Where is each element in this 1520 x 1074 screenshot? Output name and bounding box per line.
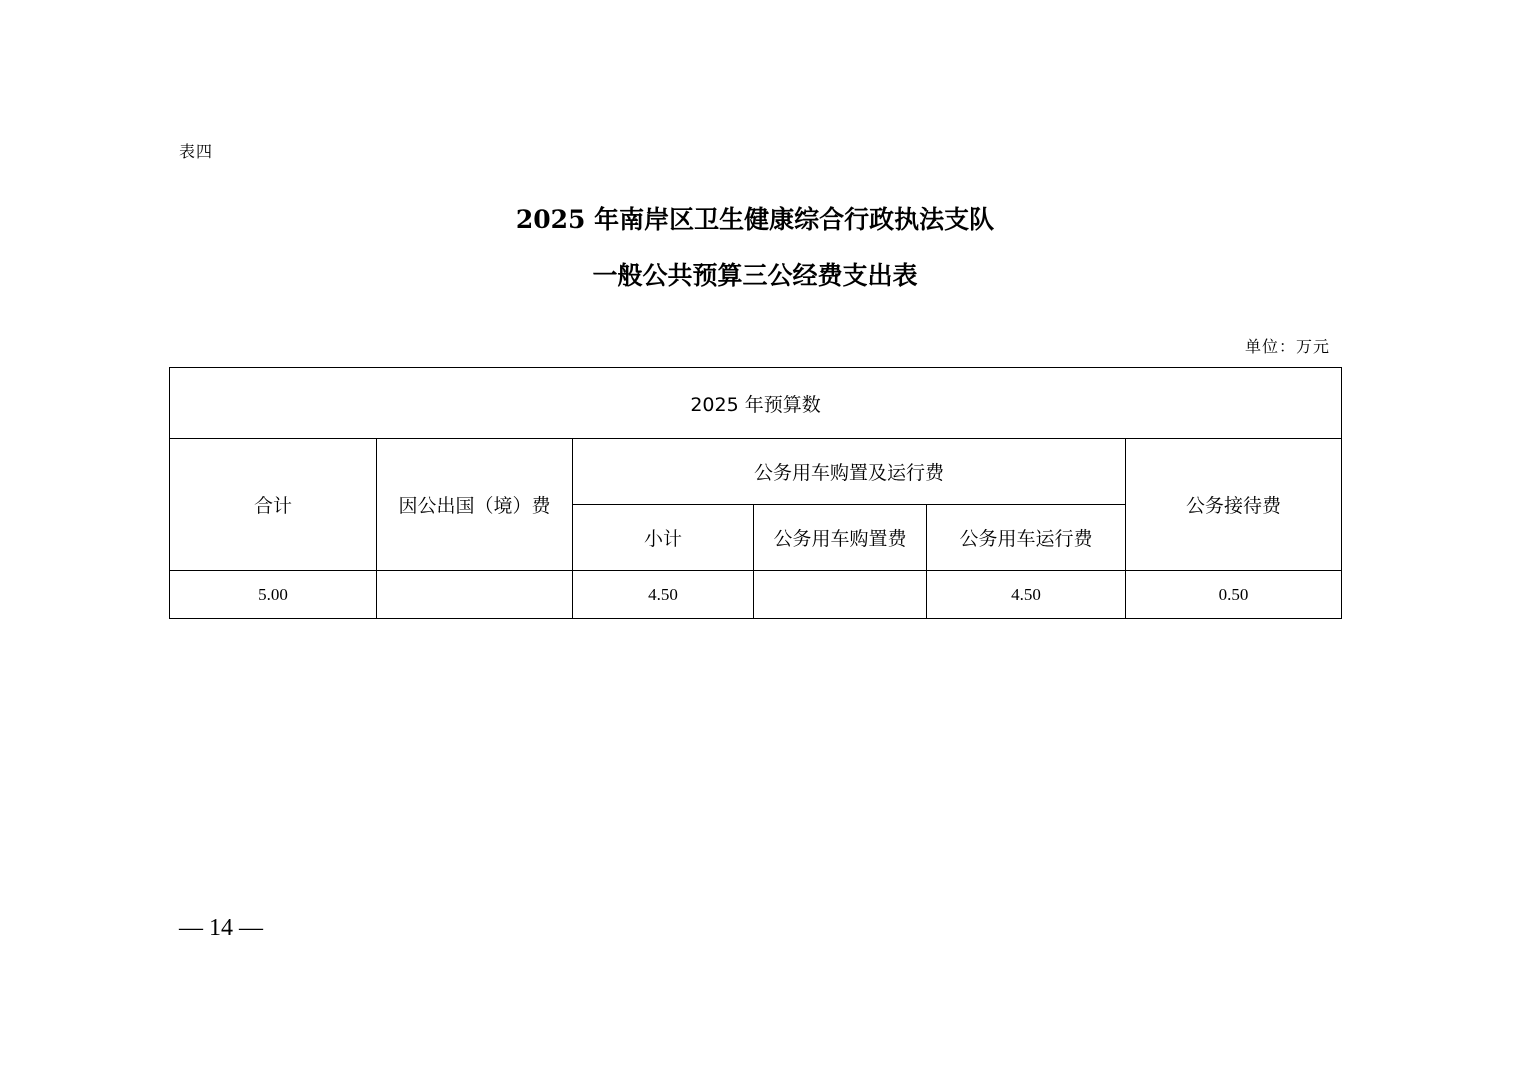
document-title-line-1: 2025 年南岸区卫生健康综合行政执法支队 xyxy=(515,205,995,234)
value-overseas-travel xyxy=(377,571,573,619)
header-subtotal: 小计 xyxy=(573,505,754,571)
header-total: 合计 xyxy=(170,439,377,571)
header-vehicle-purchase: 公务用车购置费 xyxy=(754,505,927,571)
value-total: 5.00 xyxy=(170,571,377,619)
table-row xyxy=(170,571,1342,619)
value-vehicle-purchase xyxy=(754,571,927,619)
value-reception: 0.50 xyxy=(1126,571,1342,619)
header-reception: 公务接待费 xyxy=(1126,439,1342,571)
document-title-line-2: 一般公共预算三公经费支出表 xyxy=(592,261,918,290)
page-number: — 14 — xyxy=(179,915,263,941)
header-budget-year: 2025 年预算数 xyxy=(170,368,1342,439)
table-label: 表四 xyxy=(179,142,214,161)
budget-table xyxy=(169,367,1342,619)
header-overseas-travel: 因公出国（境）费 xyxy=(377,439,573,571)
unit-label: 单位：万元 xyxy=(1244,337,1330,356)
header-vehicle-operation: 公务用车运行费 xyxy=(927,505,1126,571)
value-subtotal: 4.50 xyxy=(573,571,754,619)
value-vehicle-operation: 4.50 xyxy=(927,571,1126,619)
header-vehicle-group: 公务用车购置及运行费 xyxy=(573,439,1126,505)
